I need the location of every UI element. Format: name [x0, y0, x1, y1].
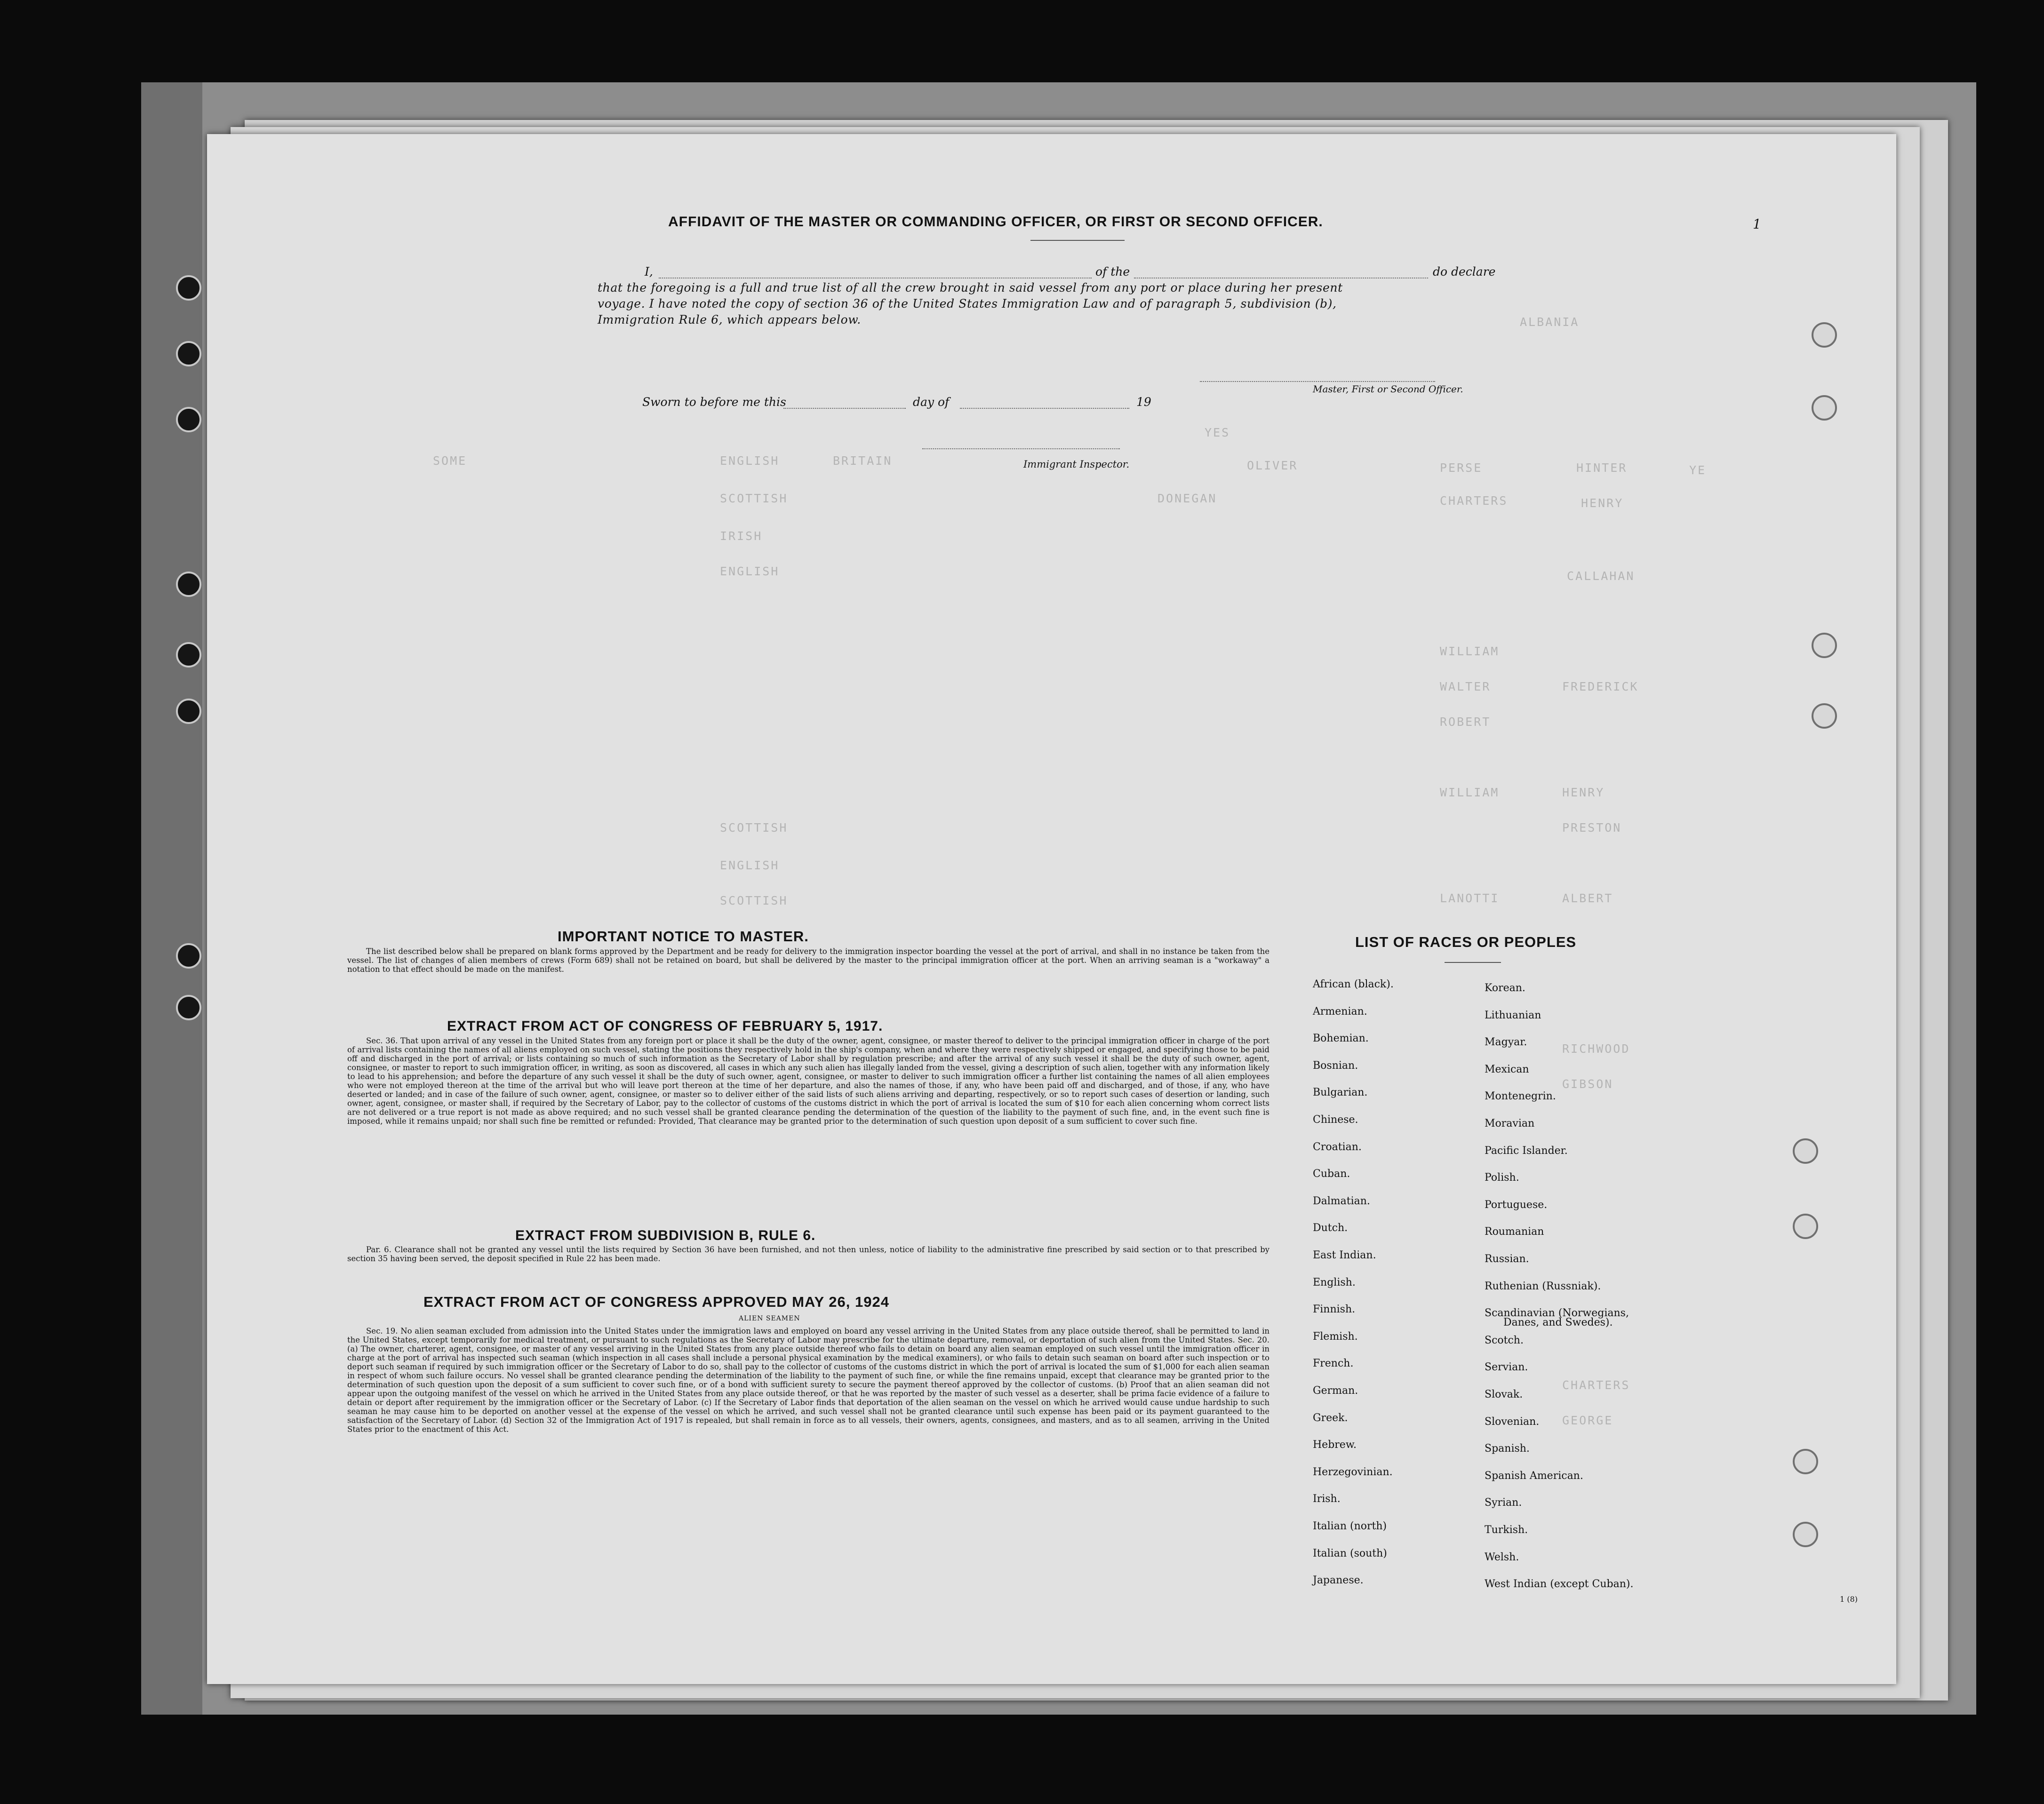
race-item: Croatian. [1313, 1141, 1362, 1153]
extract-1917-body: Sec. 36. That upon arrival of any vessel in the United States from any foreign port or place it shall be the duty of the owner, agent, consignee, or master thereof to deliver to the principal immigration officer in charge of the port of arrival lists containing the names of all aliens employed on such vessel, stating the positions they respectively hold in the ship's company, when and where they were respectively shipped or engaged, and specifying those to be paid off and discharged in the port of arrival; or lists containing so much of such information as the Secretary of Labor shall by regulation prescribe; and after the arrival of any such vessel it shall be the duty of such owner, agent, consignee, or master to report to such immigration officer, in writing, as soon as discovered, all cases in which any such alien has illegally landed from the vessel, giving a description of such alien, together with any information likely to lead to his apprehension; and before the departure of any such vessel it shall be the duty of such owner, agent, consignee, or master to deliver to such immigration officer a further list containing the names of all alien employees who were not employed thereon at the time of the arrival but who will leave port thereon at the time of her departure, and also the names of those, if any, who have been paid off and discharged, and of those, if any, who have deserted or landed; and in case of the failure of such owner, agent, consignee, or master so to deliver either of the said lists of such aliens arriving and departing, respectively, or so to report such cases of desertion or landing, such owner, agent, consignee, or master shall, if required by the Secretary of Labor, pay to the collector of customs of the customs district in which the port of arrival is located the sum of $10 for each alien concerning whom correct lists are not delivered or a true report is not made as above required; and no such vessel shall be granted clearance pending the determination of the question of the liability to the payment of such fine, and, in the event such fine is imposed, while it remains unpaid; nor shall such fine be remitted or refunded: Provided, That clearance may be granted prior to the determination of such question upon deposit of a sum sufficient to cover such fine. [347, 1036, 1270, 1126]
bleed-text: FREDERICK [1562, 680, 1639, 693]
bleed-text: HINTER [1576, 461, 1628, 475]
extract-rule6-title: EXTRACT FROM SUBDIVISION B, RULE 6. [515, 1228, 816, 1243]
race-item: Korean. [1485, 982, 1525, 994]
extract-1924-title: EXTRACT FROM ACT OF CONGRESS APPROVED MAY 26, 1924 [423, 1294, 889, 1310]
race-item: Danes, and Swedes). [1503, 1317, 1613, 1328]
race-item: Slovak. [1485, 1389, 1523, 1400]
sworn-month-field[interactable] [960, 408, 1129, 409]
bleed-text: YES [1205, 426, 1230, 439]
race-item: Japanese. [1313, 1574, 1364, 1586]
race-item: Moravian [1485, 1118, 1535, 1129]
sworn-year-label: 19 [1136, 395, 1151, 409]
bleed-text: ALBERT [1562, 891, 1613, 905]
race-item: Welsh. [1485, 1551, 1519, 1563]
punch-mark-2 [1812, 395, 1837, 421]
binder-hole-5 [176, 642, 201, 668]
punch-mark-4 [1812, 703, 1837, 729]
bleed-text: WILLIAM [1440, 786, 1500, 799]
race-item: Russian. [1485, 1253, 1529, 1265]
extract-1924-body: Sec. 19. No alien seaman excluded from admission into the United States under the immigration laws and employed on board any vessel arriving in the United States from any place outside thereof, shall be permitted to land in the United States, except temporarily for medical treatment, or pursuant to such regulations as the Secretary of Labor may prescribe for the ultimate departure, removal, or deportation of such alien from the United States. Sec. 20. (a) The owner, charterer, agent, consignee, or master of any vessel arriving in the United States from any place outside thereof who fails to detain on board any alien seaman employed on such vessel until the immigration officer in charge at the port of arrival has inspected such seaman (which inspection in all cases shall include a personal physical examination by the medical examiners), or who fails to detain such seaman on board after such inspection or to deport such seaman if required by such immigration officer or the Secretary of Labor to do so, shall pay to the collector of customs of the customs district in which the port of arrival is located the sum of $1,000 for each alien seaman in respect of whom such failure occurs. No vessel shall be granted clearance pending the determination of the liability to the payment of such fine, or while the fine remains unpaid, except that clearance may be granted prior to the determination of such question upon the deposit of a sum sufficient to cover such fine, or of a bond with sufficient surety to secure the payment thereof approved by the collector of customs. (b) Proof that an alien seaman did not appear upon the outgoing manifest of the vessel on which he arrived in the United States from any place outside thereof, or that he was reported by the master of such vessel as a deserter, shall be prima facie evidence of a failure to detain or deport after requirement by the immigration officer or the Secretary of Labor. (c) If the Secretary of Labor finds that deportation of the alien seaman on the vessel on which he arrived would cause undue hardship to such seaman he may cause him to be deported on another vessel at the expense of the vessel on which he arrived, and such vessel shall not be granted clearance until such expense has been paid or its payment guaranteed to the satisfaction of the Secretary of Labor. (d) Section 32 of the Immigration Act of 1917 is repealed, but shall remain in force as to all vessels, their owners, agents, consignees, and masters, and as to all seamen, arriving in the United States prior to the enactment of this Act. [347, 1327, 1270, 1434]
races-title-rule [1445, 962, 1501, 963]
affidavit-line1-mid: of the [1095, 265, 1130, 278]
bleed-text: GEORGE [1562, 1414, 1613, 1427]
race-item: Servian. [1485, 1361, 1528, 1373]
bleed-text: CHARTERS [1562, 1378, 1630, 1392]
bleed-text: WALTER [1440, 680, 1491, 693]
page-number: 1 [1753, 216, 1761, 232]
race-item: African (black). [1313, 978, 1394, 990]
race-item: East Indian. [1313, 1249, 1376, 1261]
bleed-text: HENRY [1581, 496, 1624, 510]
race-item: Chinese. [1313, 1114, 1358, 1126]
race-item: Spanish American. [1485, 1470, 1583, 1482]
bleed-text: HENRY [1562, 786, 1605, 799]
race-item: Cuban. [1313, 1168, 1350, 1180]
race-item: Bohemian. [1313, 1033, 1369, 1044]
affidavit-line4: Immigration Rule 6, which appears below. [598, 313, 861, 326]
bleed-text: CHARTERS [1440, 494, 1508, 508]
signature-caption: Master, First or Second Officer. [1313, 383, 1463, 395]
binder-spine [141, 82, 202, 1715]
races-title: LIST OF RACES OR PEOPLES [1355, 934, 1577, 950]
race-item: Scandinavian (Norwegians, [1485, 1307, 1629, 1319]
punch-mark-6 [1793, 1214, 1818, 1239]
race-item: Roumanian [1485, 1226, 1544, 1238]
notice-title: IMPORTANT NOTICE TO MASTER. [558, 928, 809, 945]
race-item: Pacific Islander. [1485, 1145, 1568, 1157]
inspector-signature-field[interactable] [922, 448, 1120, 449]
race-item: Italian (south) [1313, 1548, 1387, 1559]
master-signature-field[interactable] [1200, 381, 1435, 382]
bleed-text: ALBANIA [1520, 315, 1580, 329]
race-item: Spanish. [1485, 1443, 1530, 1454]
race-item: Italian (north) [1313, 1520, 1387, 1532]
binder-hole-6 [176, 699, 201, 724]
race-item: Syrian. [1485, 1497, 1522, 1509]
affidavit-line3: voyage. I have noted the copy of section 36 of the United States Immigration Law and of paragraph 5, subdivision (b), [598, 297, 1337, 310]
race-item: Lithuanian [1485, 1009, 1541, 1021]
race-item: Turkish. [1485, 1524, 1528, 1536]
punch-mark-3 [1812, 633, 1837, 658]
binder-hole-4 [176, 572, 201, 597]
race-item: Bosnian. [1313, 1060, 1358, 1072]
bleed-text: SCOTTISH [720, 492, 788, 505]
bleed-text: ENGLISH [720, 858, 780, 872]
sworn-text: Sworn to before me this [642, 395, 786, 409]
race-item: Scotch. [1485, 1335, 1524, 1346]
affidavit-line1-start: I, [645, 265, 653, 278]
binder-hole-3 [176, 407, 201, 432]
sworn-day-label: day of [913, 395, 950, 409]
bleed-text: SOME [433, 454, 467, 468]
bleed-text: DONEGAN [1158, 492, 1217, 505]
manifest-sheet [207, 134, 1896, 1684]
race-item: Flemish. [1313, 1331, 1358, 1343]
race-item: West Indian (except Cuban). [1485, 1578, 1634, 1590]
binder-hole-2 [176, 341, 201, 366]
form-number: 1 (8) [1840, 1595, 1858, 1604]
bleed-text: SCOTTISH [720, 894, 788, 907]
bleed-text: IRISH [720, 529, 763, 543]
race-item: English. [1313, 1277, 1356, 1288]
bleed-text: BRITAIN [833, 454, 893, 468]
punch-mark-7 [1793, 1449, 1818, 1474]
punch-mark-1 [1812, 322, 1837, 348]
bleed-text: PERSE [1440, 461, 1483, 475]
affidavit-line2: that the foregoing is a full and true list of all the crew brought in said vessel from any port or place during her present [598, 281, 1343, 294]
bleed-text: OLIVER [1247, 459, 1298, 472]
race-item: Irish. [1313, 1493, 1341, 1505]
bleed-text: LANOTTI [1440, 891, 1500, 905]
race-item: Polish. [1485, 1172, 1519, 1184]
race-item: Montenegrin. [1485, 1090, 1556, 1102]
race-item: Bulgarian. [1313, 1087, 1368, 1098]
race-item: Dalmatian. [1313, 1195, 1370, 1207]
inspector-caption: Immigrant Inspector. [1023, 459, 1130, 470]
race-item: Herzegovinian. [1313, 1466, 1393, 1478]
race-item: Magyar. [1485, 1036, 1527, 1048]
binder-hole-8 [176, 995, 201, 1020]
binder-hole-1 [176, 275, 201, 301]
race-item: Hebrew. [1313, 1439, 1357, 1451]
bleed-text: ROBERT [1440, 715, 1491, 729]
race-item: Finnish. [1313, 1303, 1356, 1315]
bleed-text: ENGLISH [720, 454, 780, 468]
sworn-day-field[interactable] [783, 408, 906, 409]
extract-1917-title: EXTRACT FROM ACT OF CONGRESS OF FEBRUARY 5, 1917. [447, 1018, 883, 1034]
bleed-text: PRESTON [1562, 821, 1622, 834]
bleed-text: RICHWOOD [1562, 1042, 1630, 1056]
binder-hole-7 [176, 943, 201, 969]
race-item: French. [1313, 1358, 1354, 1369]
extract-rule6-body: Par. 6. Clearance shall not be granted any vessel until the lists required by Section 36 have been furnished, and not then unless, notice of liability to the administrative fine prescribed by said section or to that prescribed by section 35 having been served, the deposit specified in Rule 22 has been made. [347, 1245, 1270, 1263]
affidavit-line1-end: do declare [1433, 265, 1496, 278]
bleed-text: YE [1689, 463, 1707, 477]
race-item: Armenian. [1313, 1006, 1367, 1017]
extract-1924-subtitle: ALIEN SEAMEN [739, 1315, 800, 1322]
race-item: Portuguese. [1485, 1199, 1548, 1211]
bleed-text: SCOTTISH [720, 821, 788, 834]
punch-mark-8 [1793, 1522, 1818, 1547]
bleed-text: CALLAHAN [1567, 569, 1635, 583]
bleed-text: WILLIAM [1440, 644, 1500, 658]
race-item: Ruthenian (Russniak). [1485, 1280, 1601, 1292]
bleed-text: ENGLISH [720, 564, 780, 578]
race-item: Dutch. [1313, 1222, 1348, 1234]
notice-body: The list described below shall be prepared on blank forms approved by the Department and be ready for delivery to the immigration inspector boarding the vessel at the port of arrival, and shall in no instance be taken from the vessel. The list of changes of alien members of crews (Form 689) shall not be retained on board, but shall be delivered by the master to the principal immigration officer at the port. When an arriving seaman is a "workaway" a notation to that effect should be made on the manifest. [347, 947, 1270, 974]
race-item: Greek. [1313, 1412, 1348, 1424]
race-item: German. [1313, 1385, 1358, 1397]
bleed-text: GIBSON [1562, 1077, 1613, 1091]
affidavit-title: AFFIDAVIT OF THE MASTER OR COMMANDING OFFICER, OR FIRST OR SECOND OFFICER. [668, 214, 1323, 230]
race-item: Slovenian. [1485, 1416, 1540, 1428]
affidavit-title-rule [1030, 240, 1125, 241]
race-item: Mexican [1485, 1064, 1529, 1075]
punch-mark-5 [1793, 1138, 1818, 1164]
